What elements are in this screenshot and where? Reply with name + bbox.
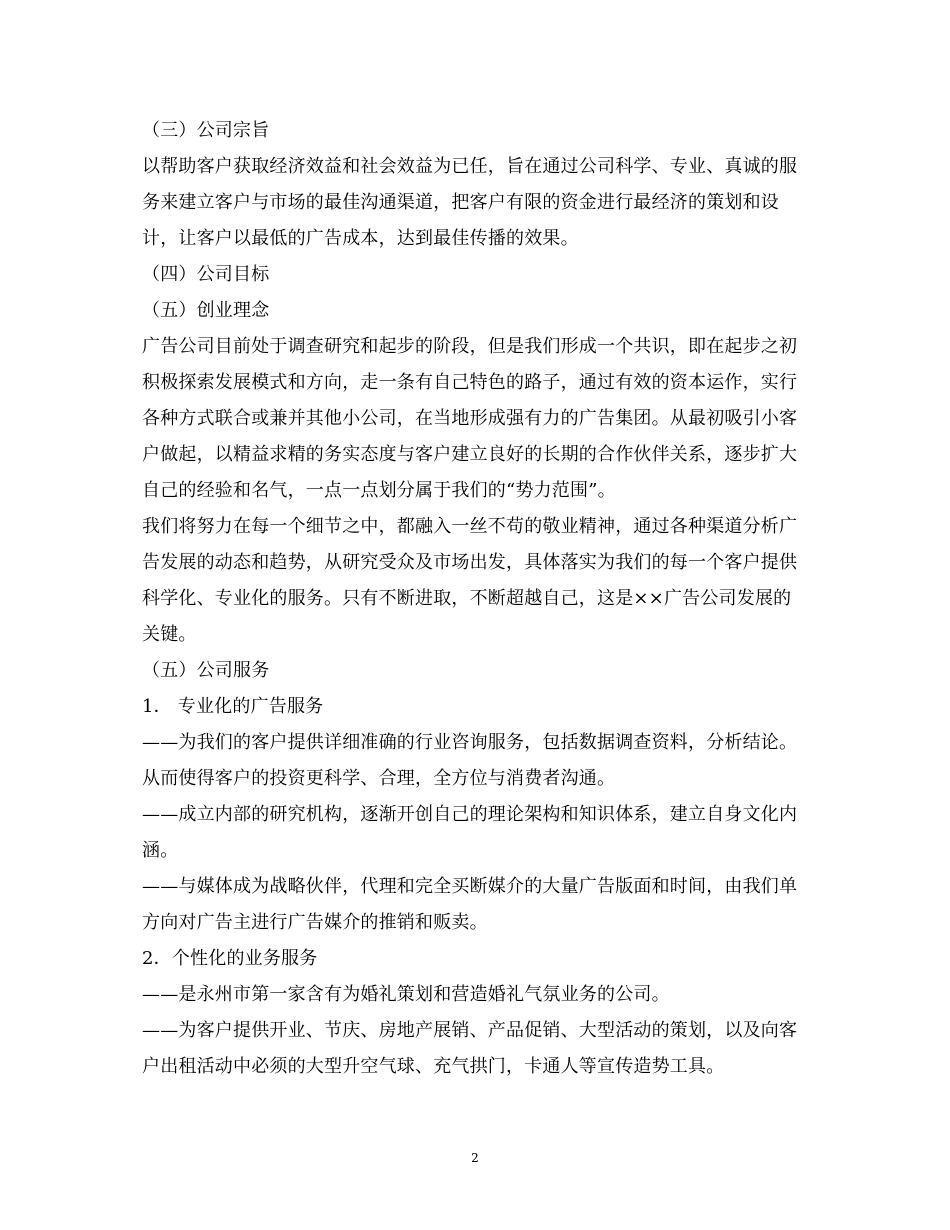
section-heading-goals: （四）公司目标 — [142, 264, 270, 285]
paragraph-line: 自己的经验和名气，一点一点划分属于我们的“势力范围”。 — [142, 480, 616, 501]
paragraph-line: 告发展的动态和趋势，从研究受众及市场出发，具体落实为我们的每一个客户提供 — [142, 552, 798, 573]
list-item-line: ——是永州市第一家含有为婚礼策划和营造婚礼气氛业务的公司。 — [142, 984, 670, 1005]
paragraph-line: 广告公司目前处于调查研究和起步的阶段，但是我们形成一个共识，即在起步之初 — [142, 336, 798, 357]
paragraph-line: 我们将努力在每一个细节之中，都融入一丝不苟的敬业精神，通过各种渠道分析广 — [142, 516, 798, 537]
paragraph-line: 各种方式联合或兼并其他小公司，在当地形成强有力的广告集团。从最初吸引小客 — [142, 408, 798, 429]
paragraph-line: 以帮助客户获取经济效益和社会效益为已任，旨在通过公司科学、专业、真诚的服 — [142, 156, 798, 177]
list-item-line: 方向对广告主进行广告媒介的推销和贩卖。 — [142, 912, 488, 933]
document-body — [142, 113, 817, 1085]
paragraph-line: 务来建立客户与市场的最佳沟通渠道，把客户有限的资金进行最经济的策划和设 — [142, 192, 779, 213]
list-item-line: 户出租活动中必须的大型升空气球、充气拱门，卡通人等宣传造势工具。 — [142, 1056, 725, 1077]
paragraph-line: 户做起，以精益求精的务实态度与客户建立良好的长期的合作伙伴关系，逐步扩大 — [142, 444, 798, 465]
section-heading-services: （五）公司服务 — [142, 660, 270, 681]
page-number: 2 — [471, 1151, 479, 1165]
paragraph-line: 计，让客户以最低的广告成本，达到最佳传播的效果。 — [142, 228, 579, 249]
list-item-line: 涵。 — [142, 840, 179, 861]
list-item-line: 从而使得客户的投资更科学、合理，全方位与消费者沟通。 — [142, 768, 616, 789]
paragraph-line: 积极探索发展模式和方向，走一条有自己特色的路子，通过有效的资本运作，实行 — [142, 372, 798, 393]
list-item-line: ——为我们的客户提供详细准确的行业咨询服务，包括数据调查资料，分析结论。 — [142, 732, 798, 753]
list-item-line: ——为客户提供开业、节庆、房地产展销、产品促销、大型活动的策划，以及向客 — [142, 1020, 798, 1041]
subsection-heading-professional: 1． 专业化的广告服务 — [142, 696, 324, 717]
list-item-line: ——成立内部的研究机构，逐渐开创自己的理论架构和知识体系，建立自身文化内 — [142, 804, 798, 825]
paragraph-line: 科学化、专业化的服务。只有不断进取，不断超越自己，这是××广告公司发展的 — [142, 588, 792, 609]
subsection-heading-personalized: 2．个性化的业务服务 — [142, 948, 318, 969]
section-heading-purpose: （三）公司宗旨 — [142, 120, 270, 141]
section-heading-philosophy: （五）创业理念 — [142, 300, 270, 321]
list-item-line: ——与媒体成为战略伙伴，代理和完全买断媒介的大量广告版面和时间，由我们单 — [142, 876, 798, 897]
paragraph-line: 关键。 — [142, 624, 197, 645]
